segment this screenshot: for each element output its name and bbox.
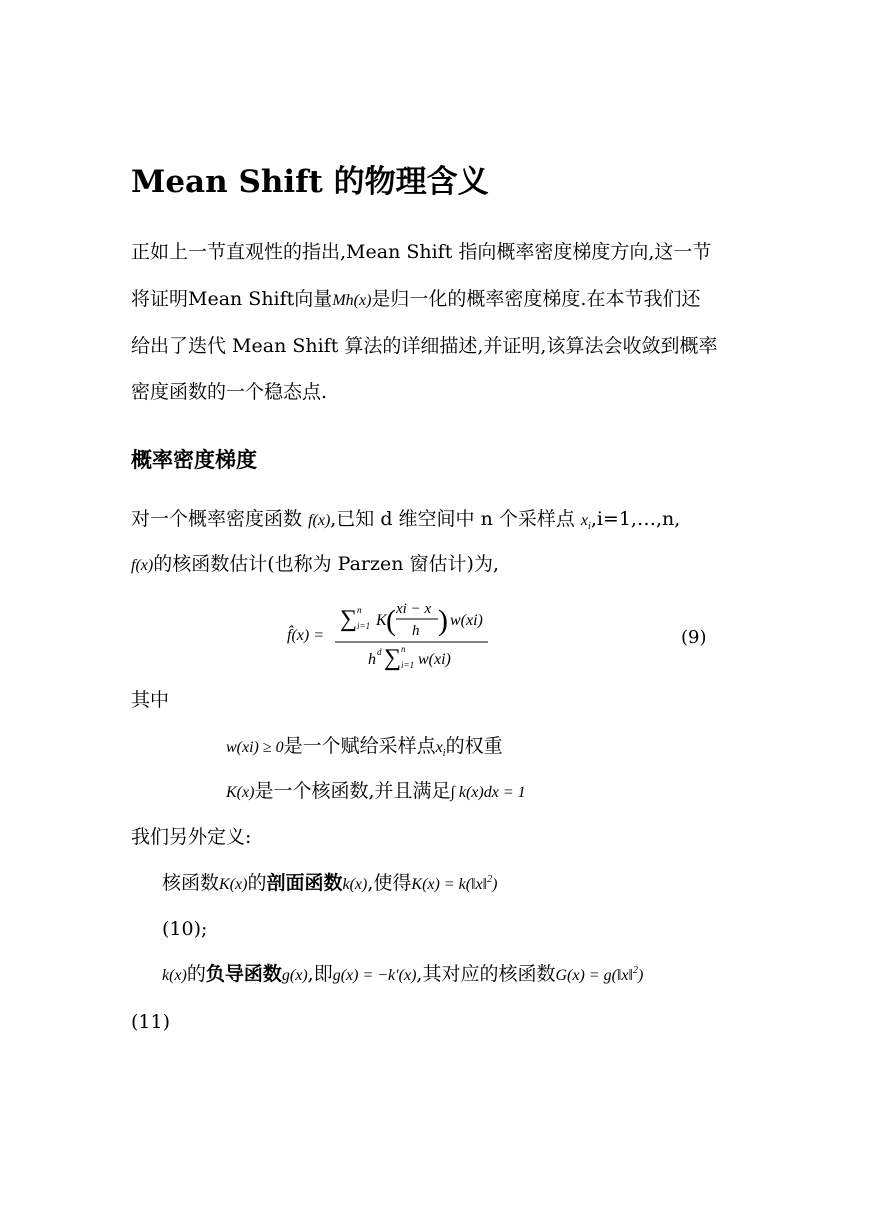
deriv-text-a: 的 (186, 963, 206, 985)
mean-shift-vector-math: Mh(x) (332, 292, 372, 309)
intro-line-3: 给出了迭代 Mean Shift 算法的详细描述,并证明,该算法会收敛到概率 (131, 335, 718, 357)
weight-math: w(xi) ≥ 0 (226, 739, 284, 756)
deriv-bold-term: 负导函数 (205, 963, 282, 985)
intro-line-1: 正如上一节直观性的指出,Mean Shift 指向概率密度梯度方向,这一节 (131, 241, 712, 263)
xi-sub: i (588, 521, 591, 532)
profile-text-b: 的 (247, 872, 267, 894)
eq9-right-paren: ) (438, 604, 448, 637)
eq9-num-lower: i=1 (357, 621, 371, 631)
profile-eq-main: K(x) = k(‖x‖ (411, 876, 488, 893)
deriv-Geq-sup: 2 (633, 965, 638, 976)
equation-10-number: (10); (162, 918, 208, 940)
define-label: 我们另外定义: (131, 826, 252, 848)
deriv-Geq-end: ) (638, 967, 644, 984)
eq9-den-h-sup: d (377, 647, 382, 657)
equation-11-number: (11) (131, 1011, 171, 1033)
intro-line-4: 密度函数的一个稳态点. (131, 381, 328, 403)
deriv-Geq-main: G(x) = g(‖x‖ (555, 967, 633, 984)
eq9-den-sum: ∑ (384, 645, 402, 671)
para-1-line-1 (131, 508, 680, 534)
where-label: 其中 (131, 689, 170, 711)
profile-text-a: 核函数 (162, 872, 220, 894)
eq9-left-paren: ( (386, 604, 396, 637)
eq9-frac-bottom: h (412, 623, 420, 639)
deriv-gx: g(x) (281, 967, 308, 984)
eq9-den-h: h (368, 651, 376, 668)
para-1-line-2 (131, 553, 499, 577)
weight-xi-base: x (435, 739, 443, 756)
profile-function-line (162, 872, 497, 898)
negative-derivative-line (162, 963, 643, 989)
eq9-den-lower: i=1 (401, 660, 415, 670)
deriv-eq: g(x) = −k′(x) (332, 967, 417, 984)
eq9-num-w: w(xi) (450, 612, 483, 629)
profile-eq-end: ) (492, 876, 498, 893)
intro-line-2-text-a: 将证明Mean Shift向量 (131, 288, 333, 310)
eq9-lhs: f̂(x) = (287, 627, 324, 644)
profile-bold-term: 剖面函数 (266, 872, 343, 894)
kernel-text: 是一个核函数,并且满足 (254, 780, 451, 802)
eq9-den-w: w(xi) (418, 651, 451, 668)
fx-math: f(x) (308, 512, 331, 529)
weight-xi-sub: i (442, 748, 446, 759)
weight-line (226, 735, 503, 761)
deriv-text-b: ,即 (307, 963, 333, 985)
deriv-kx: k(x) (162, 967, 187, 984)
eq9-frac-top: xi − x (396, 601, 432, 617)
integral-math: ∫ k(x)dx = 1 (450, 784, 526, 801)
para-1-text-a: 对一个概率密度函数 (131, 508, 303, 530)
weight-text-a: 是一个赋给采样点 (283, 735, 436, 757)
profile-Kx: K(x) (219, 876, 248, 893)
eq9-num-sum: ∑ (340, 606, 358, 632)
section-title: Mean Shift 的物理含义 (131, 164, 489, 200)
weight-xi-math (435, 739, 446, 759)
equation-9-number: (9) (681, 627, 707, 648)
para-1-text-b: ,已知 d 维空间中 n 个采样点 (330, 508, 575, 530)
kernel-math: K(x) (226, 784, 255, 801)
profile-eq-sup: 2 (487, 874, 493, 885)
eq9-den-upper: n (401, 644, 406, 654)
intro-line-2 (131, 288, 700, 312)
deriv-Geq (555, 967, 643, 984)
profile-eq (411, 876, 497, 893)
fx-math-2: f(x) (131, 557, 154, 574)
profile-text-c: ,使得 (367, 872, 412, 894)
equation-9 (280, 592, 500, 676)
eq9-num-K: K (376, 612, 387, 629)
subsection-title: 概率密度梯度 (131, 448, 257, 472)
deriv-text-c: ,其对应的核函数 (416, 963, 556, 985)
para-1-text-c: ,i=1,…,n, (590, 508, 681, 530)
weight-text-b: 的权重 (445, 735, 503, 757)
intro-line-2-text-b: 是归一化的概率密度梯度.在本节我们还 (371, 288, 701, 310)
para-2-text: 的核函数估计(也称为 Parzen 窗估计)为, (153, 553, 499, 575)
kernel-line (226, 780, 526, 804)
eq9-num-upper: n (357, 605, 362, 615)
xi-base: x (580, 512, 589, 529)
xi-math (580, 512, 591, 532)
profile-kx: k(x) (342, 876, 368, 893)
